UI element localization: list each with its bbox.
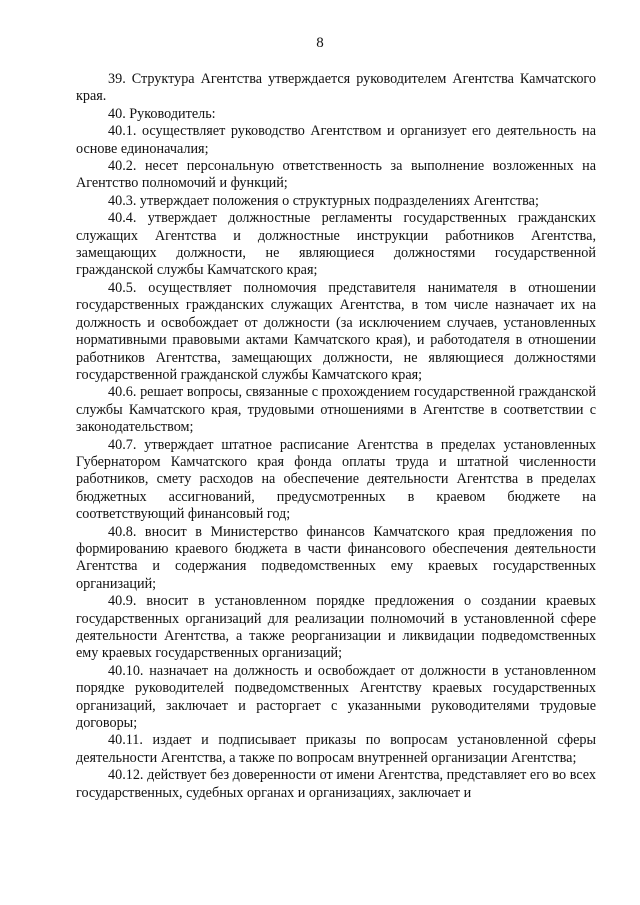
paragraph-40-1: 40.1. осуществляет руководство Агентством и организует его деятельность на основе единоначалия; — [76, 123, 596, 157]
paragraph-40-11: 40.11. издает и подписывает приказы по вопросам установленной сферы деятельности Агентства, а также по вопросам внутренней организации Агентства; — [76, 732, 596, 766]
paragraph-40-4: 40.4. утверждает должностные регламенты государственных гражданских служащих Агентства и должностные инструкции работников Агентства, замещающих должности, не являющиеся должностями государственной гражданской службы Камчатского края; — [76, 210, 596, 279]
paragraph-40-5: 40.5. осуществляет полномочия представителя нанимателя в отношении государственных гражданских служащих Агентства, в том числе назначает их на должность и освобождает от должности (за исключением случаев, установленных нормативными правовыми актами Камчатского края), и работодателя в отношении работников Агентства, замещающих должности, не являющиеся должностями государственной гражданской службы Камчатского края; — [76, 279, 596, 383]
paragraph-40-3: 40.3. утверждает положения о структурных подразделениях Агентства; — [108, 192, 539, 209]
paragraph-40-6: 40.6. решает вопросы, связанные с прохождением государственной гражданской службы Камчатского края, трудовыми отношениями в Агентстве в соответствии с законодательством; — [76, 384, 596, 436]
paragraph-40-9: 40.9. вносит в установленном порядке предложения о создании краевых государственных организаций для реализации полномочий в установленной сфере деятельности Агентства, а также реорганизации и ликвидации подведомственных ему краевых государственных организаций; — [76, 593, 596, 662]
paragraph-40-12: 40.12. действует без доверенности от имени Агентства, представляет его во всех государственных, судебных органах и организациях, заключает и — [76, 767, 596, 801]
paragraph-39: 39. Структура Агентства утверждается руководителем Агентства Камчатского края. — [76, 71, 596, 105]
document-body — [76, 71, 596, 802]
paragraph-40: 40. Руководитель: — [108, 105, 216, 122]
paragraph-40-2: 40.2. несет персональную ответственность за выполнение возложенных на Агентство полномочий и функций; — [76, 158, 596, 192]
paragraph-40-8: 40.8. вносит в Министерство финансов Камчатского края предложения по формированию краевого бюджета в части финансового обеспечения деятельности Агентства и содержания подведомственных ему краевых государственных организаций; — [76, 523, 596, 592]
paragraph-40-10: 40.10. назначает на должность и освобождает от должности в установленном порядке руководителей подведомственных Агентству краевых государственных организаций, заключает и расторгает с указанными руководителями трудовые договоры; — [76, 662, 596, 732]
page-number: 8 — [316, 35, 324, 51]
paragraph-40-7: 40.7. утверждает штатное расписание Агентства в пределах установленных Губернатором Камчатского края фонда оплаты труда и штатной численности работников, смету расходов на обеспечение деятельности Агентства в пределах бюджетных ассигнований, предусмотренных в краевом бюджете на соответствующий финансовый год; — [76, 436, 596, 523]
